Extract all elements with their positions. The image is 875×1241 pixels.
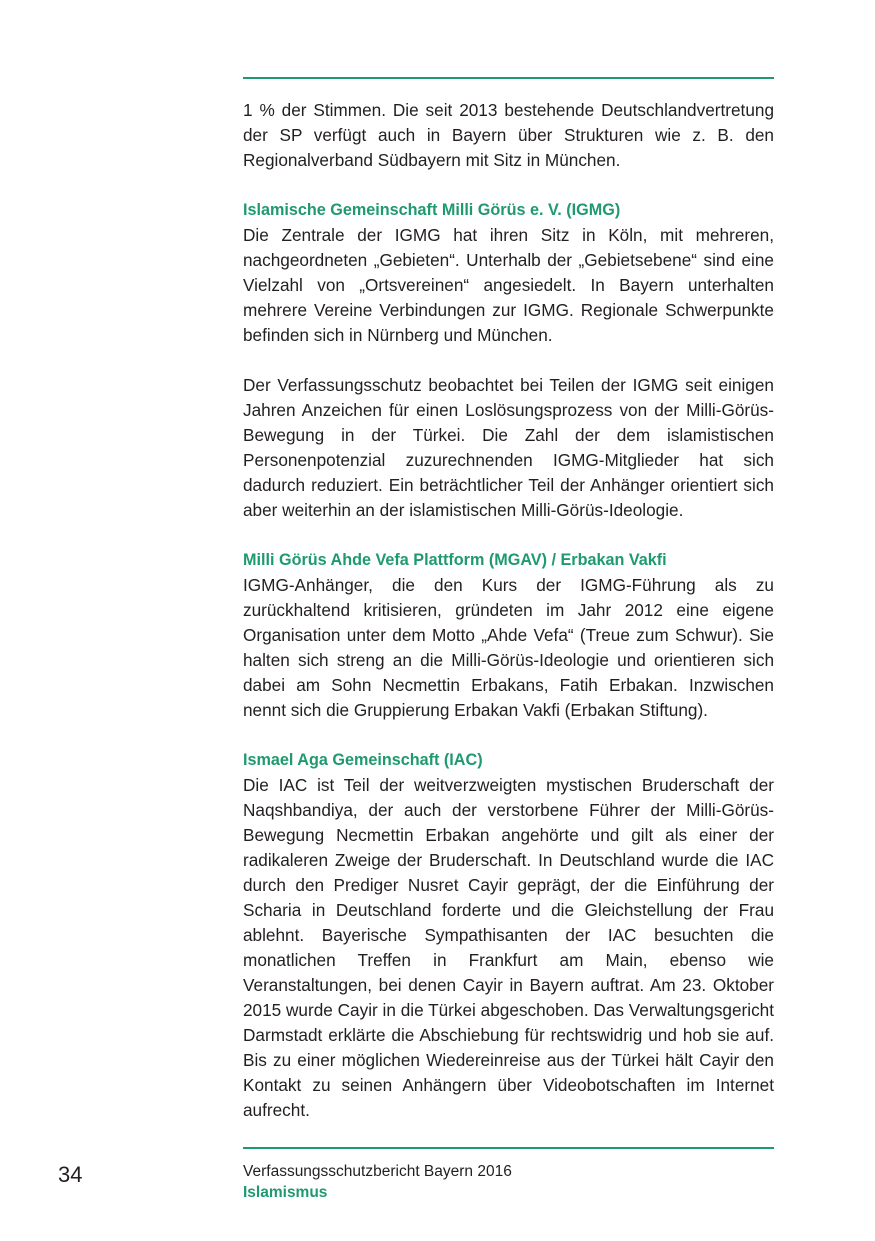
page-number: 34 — [58, 1162, 83, 1187]
section-heading: Milli Görüs Ahde Vefa Plattform (MGAV) / Erbakan Vakfi — [243, 551, 667, 569]
section-heading: Islamische Gemeinschaft Milli Görüs e. V. (IGMG) — [243, 201, 621, 219]
section-title: Islamismus — [243, 1184, 328, 1201]
paragraph: 1 % der Stimmen. Die seit 2013 bestehende Deutschlandvertretung der SP verfügt auch in Bayern über Strukturen wie z. B. den Regionalverband Südbayern mit Sitz in München. — [243, 100, 774, 170]
top-rule — [243, 77, 774, 79]
spacer — [243, 523, 774, 548]
paragraph: IGMG-Anhänger, die den Kurs der IGMG-Führung als zu zurückhaltend kritisieren, gründeten im Jahr 2012 eine eigene Organisation unter dem Motto „Ahde Vefa“ (Treue zum Schwur). Sie halten sich streng an die Milli-Görüs-Ideologie und orientieren sich dabei am Sohn Necmettin Erbakans, Fatih Erbakan. Inzwischen nennt sich die Gruppierung Erbakan Vakfi (Erbakan Stiftung). — [243, 575, 774, 720]
main-text — [243, 98, 774, 1123]
bottom-rule — [243, 1147, 774, 1149]
paragraph: Die Zentrale der IGMG hat ihren Sitz in Köln, mit mehreren, nachgeordneten „Gebieten“. Unterhalb der „Gebietsebene“ sind eine Vielzahl von „Ortsvereinen“ angesiedelt. In Bayern unterhalten mehrere Vereine Verbindungen zur IGMG. Regionale Schwerpunkte befinden sich in Nürnberg und München. — [243, 225, 774, 345]
section-heading: Ismael Aga Gemeinschaft (IAC) — [243, 751, 483, 769]
publication-title: Verfassungsschutzbericht Bayern 2016 — [243, 1163, 512, 1180]
paragraph: Die IAC ist Teil der weitverzweigten mystischen Bruderschaft der Naqshbandiya, der auch der verstorbene Führer der Milli-Görüs-Bewegung Necmettin Erbakan angehörte und gilt als einer der radikaleren Zweige der Bruderschaft. In Deutschland wurde die IAC durch den Prediger Nusret Cayir geprägt, der die Einführung der Scharia in Deutschland forderte und die Gleichstellung der Frau ablehnt. Bayerische Sympathisanten der IAC besuchten die monatlichen Treffen in Frankfurt am Main, ebenso wie Veranstaltungen, bei denen Cayir in Bayern auftrat. Am 23. Oktober 2015 wurde Cayir in die Türkei abgeschoben. Das Verwaltungsgericht Darmstadt erklärte die Abschiebung für rechtswidrig und hob sie auf. Bis zu einer möglichen Wiedereinreise aus der Türkei hält Cayir den Kontakt zu seinen Anhängern über Videobotschaften im Internet aufrecht. — [243, 775, 774, 1120]
spacer — [243, 348, 774, 373]
spacer — [243, 173, 774, 198]
paragraph: Der Verfassungsschutz beobachtet bei Teilen der IGMG seit einigen Jahren Anzeichen für einen Loslösungsprozess von der Milli-Görüs-Bewegung in der Türkei. Die Zahl der dem islamistischen Personenpotenzial zuzurechnenden IGMG-Mitglieder hat sich dadurch reduziert. Ein beträchtlicher Teil der Anhänger orientiert sich aber weiterhin an der islamistischen Milli-Görüs-Ideologie. — [243, 375, 774, 520]
spacer — [243, 723, 774, 748]
footer — [243, 1161, 512, 1203]
